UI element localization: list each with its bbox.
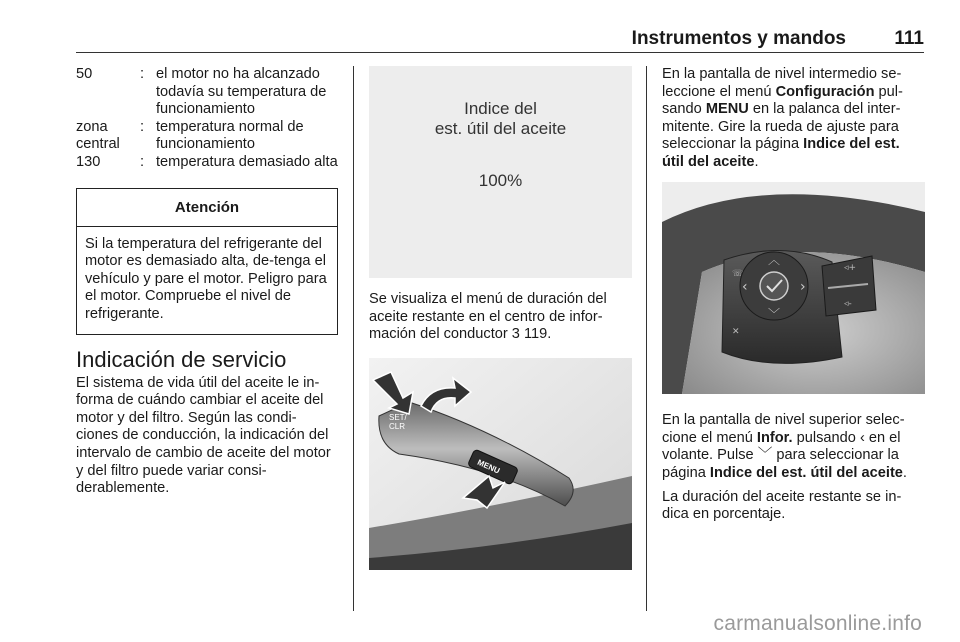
steering-wheel-controls-image xyxy=(662,182,925,394)
definition-description: temperatura demasiado alta xyxy=(156,153,338,170)
down-arrow-icon: ﹀ xyxy=(768,306,781,321)
phone-icon: ☏ xyxy=(732,268,744,279)
paragraph-intermediate-display xyxy=(662,66,925,172)
paragraph-percentage: La duración del aceite restante se in-dica en porcentaje. xyxy=(662,488,902,523)
menu-label: MENU xyxy=(475,457,502,476)
text: en la palanca del inter-mitente. Gire la rueda de ajuste para seleccionar la página xyxy=(662,101,901,153)
definition-term: 130 xyxy=(76,153,101,170)
definition-row xyxy=(76,66,338,119)
turn-signal-lever-image xyxy=(369,358,632,570)
page-name: Indice del est. útil del aceite xyxy=(662,136,900,170)
display-title-line-2: est. útil del aceite xyxy=(434,119,567,138)
volume-up-icon: ◃+ xyxy=(844,262,857,273)
text: En la pantalla de nivel intermedio se-leccione el menú xyxy=(662,66,902,100)
section-heading: Indicación de servicio xyxy=(76,346,287,372)
left-arrow-icon: ‹ xyxy=(742,278,748,295)
menu-name: Infor. xyxy=(756,429,793,446)
watermark: carmanualsonline.info xyxy=(713,612,922,635)
set-clr-label: SET/ xyxy=(389,412,407,422)
right-arrow-icon: › xyxy=(800,278,806,295)
definition-separator: : xyxy=(140,118,145,135)
left-arrow-icon: ‹ xyxy=(859,429,865,446)
definition-separator: : xyxy=(140,153,145,170)
definition-description: el motor no ha alcanzado todavía su temperatura de funcionamiento xyxy=(156,66,327,118)
down-arrow-icon: ﹀ xyxy=(757,447,773,464)
page-header xyxy=(76,28,924,52)
definition-term: 50 xyxy=(76,66,93,82)
text: . xyxy=(902,464,907,481)
volume-down-icon: ◃- xyxy=(844,298,852,309)
description-text: Se visualiza el menú de duración del aceite restante en el centro de infor-mación del conductor xyxy=(369,291,607,343)
page-reference-icon: 3 xyxy=(511,326,520,343)
display-percentage: 100% xyxy=(478,171,523,190)
text: en el volante. Pulse xyxy=(662,429,901,464)
menu-name: Configuración xyxy=(775,83,875,100)
definition-term: zona central xyxy=(76,118,120,153)
caution-box xyxy=(76,188,338,335)
mute-icon: ✕ xyxy=(732,326,740,337)
definition-separator: : xyxy=(140,66,145,82)
column-2 xyxy=(369,66,632,575)
definition-row xyxy=(76,154,338,172)
button-name: MENU xyxy=(705,101,749,118)
oil-life-display-image xyxy=(369,66,632,278)
section-text: El sistema de vida útil del aceite le in-forma de cuándo cambiar el aceite del motor y del filtro. Según las condi-ciones de conducción, la indicación del intervalo de cambio de aceite del motor y del filtro puede variar consi-derablemente. xyxy=(76,374,331,497)
text: . xyxy=(754,153,759,170)
column-1 xyxy=(76,66,338,498)
text: para seleccionar la página xyxy=(662,447,899,481)
ok-button xyxy=(760,272,788,300)
header-rule xyxy=(76,52,924,53)
page-number: 111 xyxy=(894,28,924,49)
text: pulsando xyxy=(792,429,860,446)
caution-text: Si la temperatura del refrigerante del motor es demasiado alta, de-tenga el vehículo y pare el motor. Peligro para el motor. Compruebe el nivel de refrigerante. xyxy=(85,235,327,322)
paragraph-upper-display xyxy=(662,412,925,482)
up-arrow-icon: ︿ xyxy=(768,252,781,267)
text: En la pantalla de nivel superior selec-cione el menú xyxy=(662,412,905,446)
page-reference: 119. xyxy=(523,326,552,343)
definition-row xyxy=(76,119,338,154)
column-divider-2 xyxy=(646,66,647,611)
display-description xyxy=(369,291,632,344)
set-clr-label: CLR xyxy=(389,421,406,431)
definition-description: temperatura normal de funcionamiento xyxy=(156,118,304,153)
page-title: Instrumentos y mandos xyxy=(631,28,846,49)
column-3 xyxy=(662,66,925,524)
column-divider-1 xyxy=(353,66,354,611)
text: pul-sando xyxy=(662,83,903,118)
display-title-line-1: Indice del xyxy=(464,99,537,118)
caution-title: Atención xyxy=(77,189,337,227)
page-name: Indice del est. útil del aceite xyxy=(709,464,903,481)
